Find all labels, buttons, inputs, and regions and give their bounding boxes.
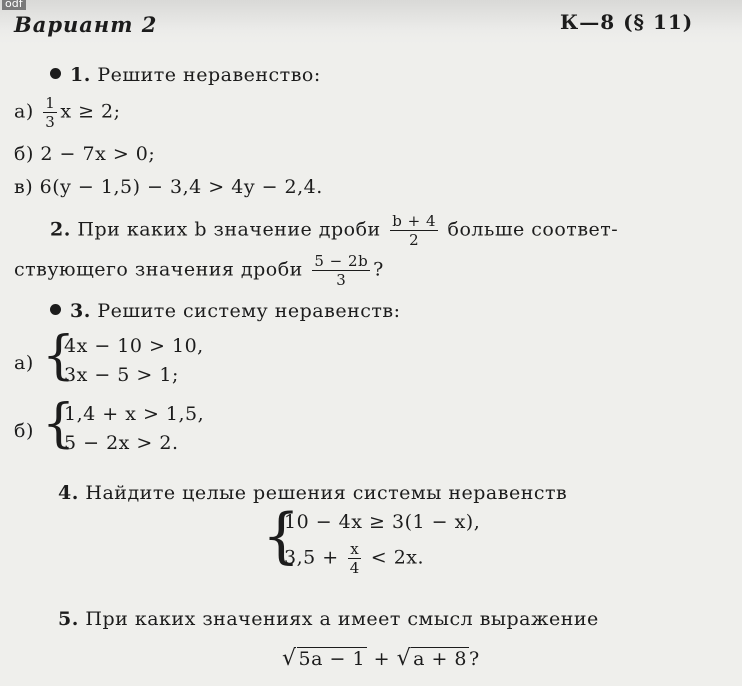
task1-a-label: а) bbox=[14, 100, 34, 123]
fraction: $\frac{b + 4}{2}$ bbox=[392, 212, 436, 249]
task1-a-text: x ≥ 2; bbox=[60, 100, 121, 123]
left-brace-icon: { bbox=[262, 501, 301, 571]
task2-number: 2. bbox=[50, 218, 71, 241]
task4-number: 4. bbox=[58, 482, 79, 504]
task4-title: Найдите целые решения системы неравенств bbox=[85, 482, 568, 504]
task3-a-line1: 4x − 10 > 10, bbox=[64, 335, 204, 357]
variant-title: Вариант 2 bbox=[14, 12, 158, 37]
task1-title: Решите неравенство: bbox=[97, 64, 321, 86]
sqrt-icon: √ bbox=[282, 646, 297, 671]
fraction: $\frac{x}{4}$ bbox=[349, 540, 360, 577]
fraction: $\frac{5 - 2b}{3}$ bbox=[314, 252, 369, 289]
task1-heading bbox=[50, 64, 321, 86]
left-brace-icon: { bbox=[42, 394, 76, 454]
task3-a-line2: 3x − 5 > 1; bbox=[64, 364, 179, 386]
bullet-icon bbox=[50, 68, 61, 79]
task1-number: 1. bbox=[70, 64, 91, 86]
task5-number: 5. bbox=[58, 608, 79, 630]
task4-heading bbox=[58, 482, 567, 504]
section-label: К—8 (§ 11) bbox=[560, 10, 694, 34]
task3-number: 3. bbox=[70, 300, 91, 322]
sqrt-icon: √ bbox=[396, 646, 412, 671]
task4-line1: 10 − 4x ≥ 3(1 − x), bbox=[284, 511, 481, 533]
task5-expression: √ 5a − 1 + √ a + 8 ? bbox=[282, 646, 480, 671]
bullet-icon bbox=[50, 304, 61, 315]
left-brace-icon: { bbox=[42, 326, 76, 386]
task3-b-line2: 5 − 2x > 2. bbox=[64, 432, 179, 454]
task5-heading bbox=[58, 608, 599, 630]
task5-title: При каких значениях a имеет смысл выражение bbox=[85, 608, 599, 630]
fraction: $\frac{1}{3}$ bbox=[45, 94, 56, 131]
task3-b-line1: 1,4 + x > 1,5, bbox=[64, 403, 205, 425]
corner-tag: odf bbox=[2, 0, 26, 10]
task1-b-text: 2 − 7x > 0; bbox=[40, 143, 156, 165]
task3-b-label: б) bbox=[14, 420, 34, 442]
task4-line2: 3,5 + $\frac{x}{4}$ < 2x. bbox=[284, 540, 425, 577]
task3-title: Решите систему неравенств: bbox=[97, 300, 401, 322]
task3-a-label: а) bbox=[14, 352, 34, 374]
task1-item-c: в) 6(y − 1,5) − 3,4 > 4y − 2,4. bbox=[14, 176, 323, 198]
task3-heading bbox=[50, 300, 401, 322]
task1-item-a bbox=[14, 94, 121, 131]
task2-line2: ствующего значения дроби $\frac{5 - 2b}{3}$ ? bbox=[14, 252, 384, 289]
task1-c-text: 6(y − 1,5) − 3,4 > 4y − 2,4. bbox=[39, 176, 323, 198]
task2-line1: 2. При каких b значение дроби $\frac{b + 4}{2}$ больше соответ- bbox=[50, 212, 619, 249]
task1-item-b: б) 2 − 7x > 0; bbox=[14, 143, 156, 165]
